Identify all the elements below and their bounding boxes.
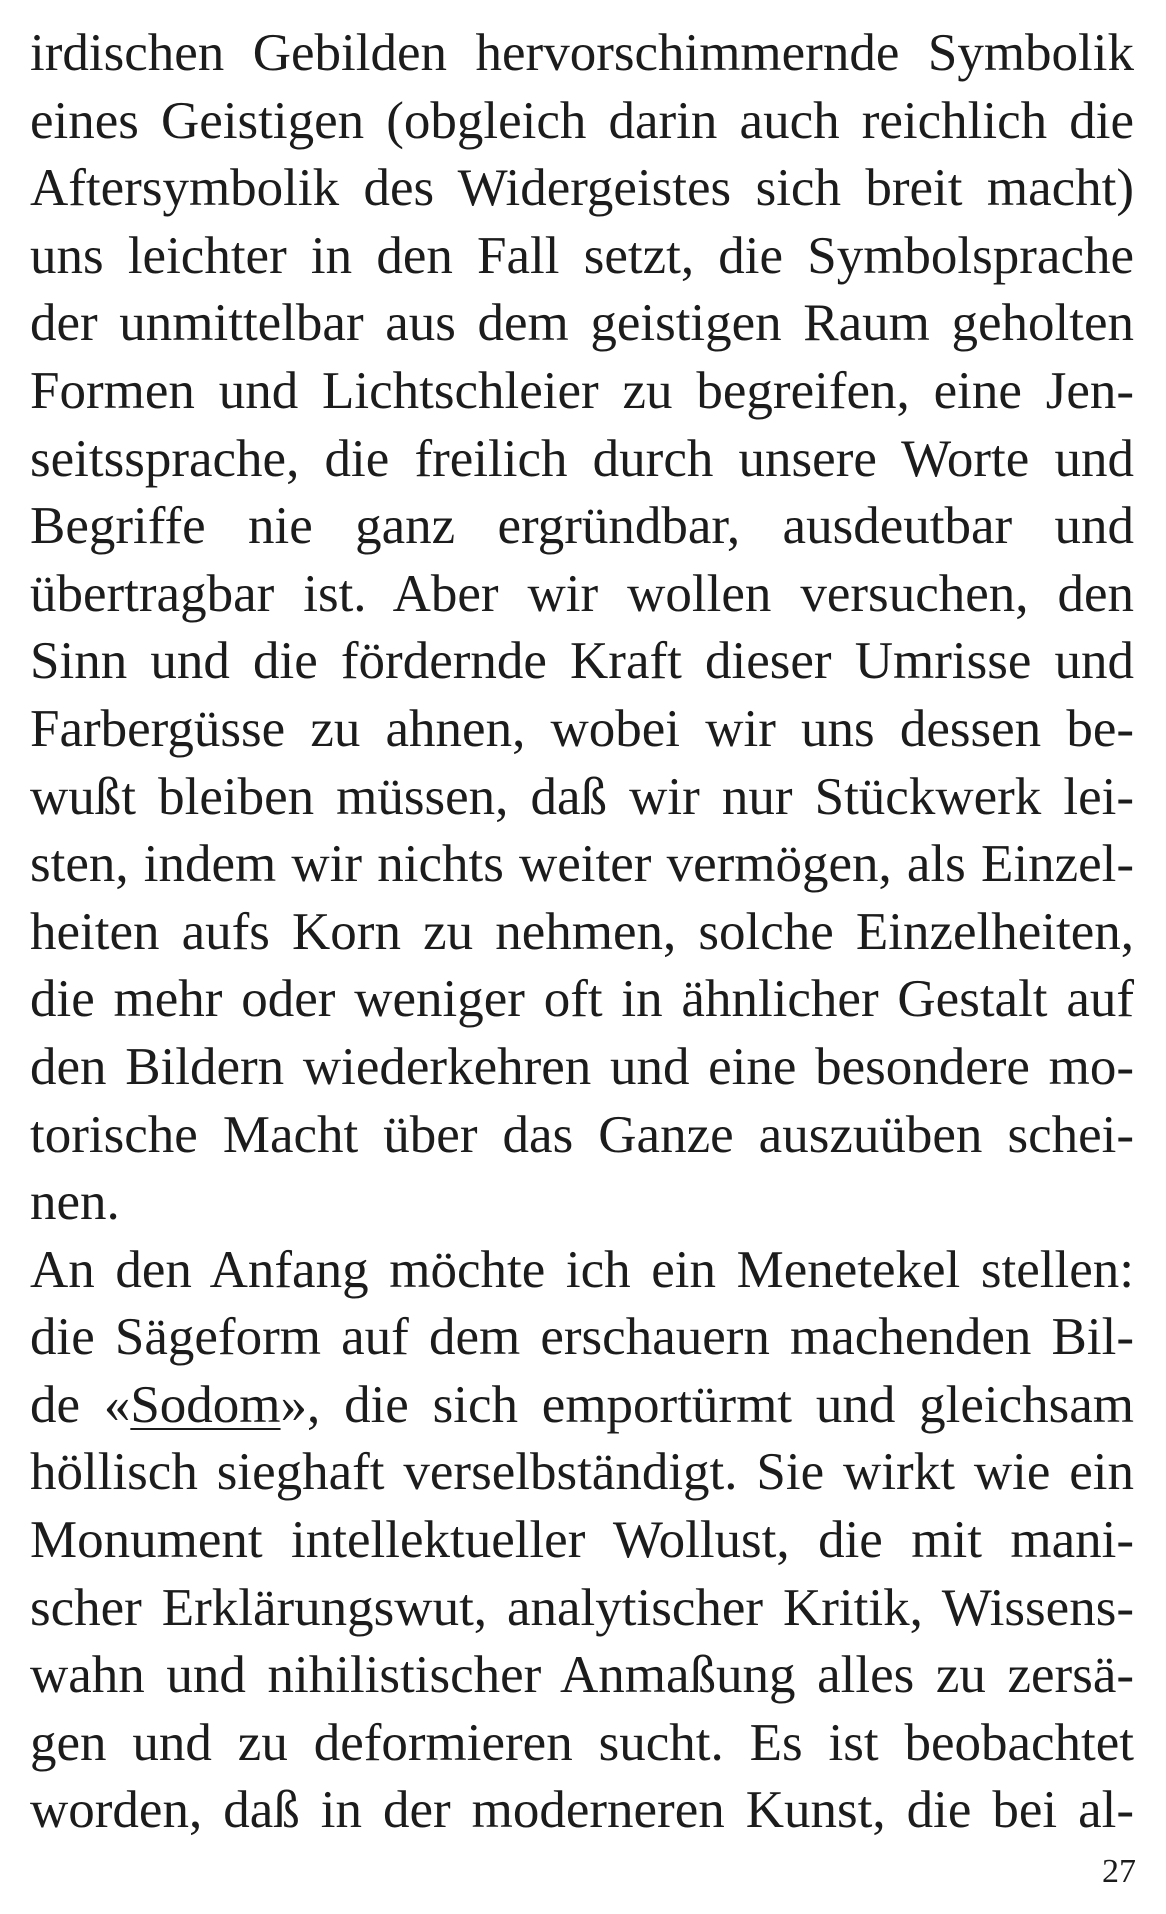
text-line: höllisch sieghaft verselbständigt. Sie wirkt wie ein	[30, 1443, 1134, 1502]
text-line: worden, daß in der moderneren Kunst, die bei al-	[30, 1781, 1134, 1840]
text-line: sten, indem wir nichts weiter vermögen, als Einzel-	[30, 835, 1134, 894]
text-line: scher Erklärungswut, analytischer Kritik, Wissens-	[30, 1578, 1134, 1637]
text-line: Begriffe nie ganz ergründbar, ausdeutbar und	[30, 497, 1134, 556]
text-line: die Sägeform auf dem erschauern machenden Bil-	[30, 1308, 1134, 1367]
text-line: der unmittelbar aus dem geistigen Raum geholten	[30, 294, 1134, 353]
underlined-word-sodom: Sodom	[130, 1375, 281, 1434]
paragraph-end-line: nen.	[30, 1173, 120, 1232]
text-line: Farbergüsse zu ahnen, wobei wir uns dessen be-	[30, 699, 1134, 758]
text-line: wahn und nihilistischer Anmaßung alles zu zersä-	[30, 1646, 1134, 1705]
text-line: Monument intellektueller Wollust, die mit mani-	[30, 1511, 1134, 1570]
text-line: seitssprache, die freilich durch unsere Worte und	[30, 429, 1134, 488]
body-text	[30, 20, 1134, 1845]
text-line-sodom	[30, 1372, 1134, 1440]
text-line: torische Macht über das Ganze auszuüben schei-	[30, 1105, 1134, 1164]
text-segment: », die sich emportürmt und gleichsam	[280, 1375, 1134, 1434]
text-line: irdischen Gebilden hervorschimmernde Symbolik	[30, 24, 1134, 82]
text-line: Sinn und die fördernde Kraft dieser Umrisse und	[30, 632, 1134, 691]
text-line: gen und zu deformieren sucht. Es ist beobachtet	[30, 1713, 1134, 1772]
text-line: den Bildern wiederkehren und eine besondere mo-	[30, 1037, 1134, 1096]
text-line: wußt bleiben müssen, daß wir nur Stückwerk lei-	[30, 767, 1134, 826]
text-segment: de «	[30, 1375, 131, 1434]
text-line: An den Anfang möchte ich ein Menetekel stellen:	[30, 1240, 1134, 1299]
text-line: eines Geistigen (obgleich darin auch reichlich die	[30, 91, 1134, 150]
text-line: Aftersymbolik des Widergeistes sich breit macht)	[30, 159, 1134, 218]
text-line: die mehr oder weniger oft in ähnlicher Gestalt auf	[30, 970, 1134, 1029]
text-line: Formen und Lichtschleier zu begreifen, eine Jen-	[30, 361, 1134, 420]
page-number: 27	[1102, 1853, 1136, 1890]
text-line: uns leichter in den Fall setzt, die Symbolsprache	[30, 226, 1134, 285]
text-line: übertragbar ist. Aber wir wollen versuchen, den	[30, 564, 1134, 623]
text-line: heiten aufs Korn zu nehmen, solche Einzelheiten,	[30, 902, 1134, 961]
